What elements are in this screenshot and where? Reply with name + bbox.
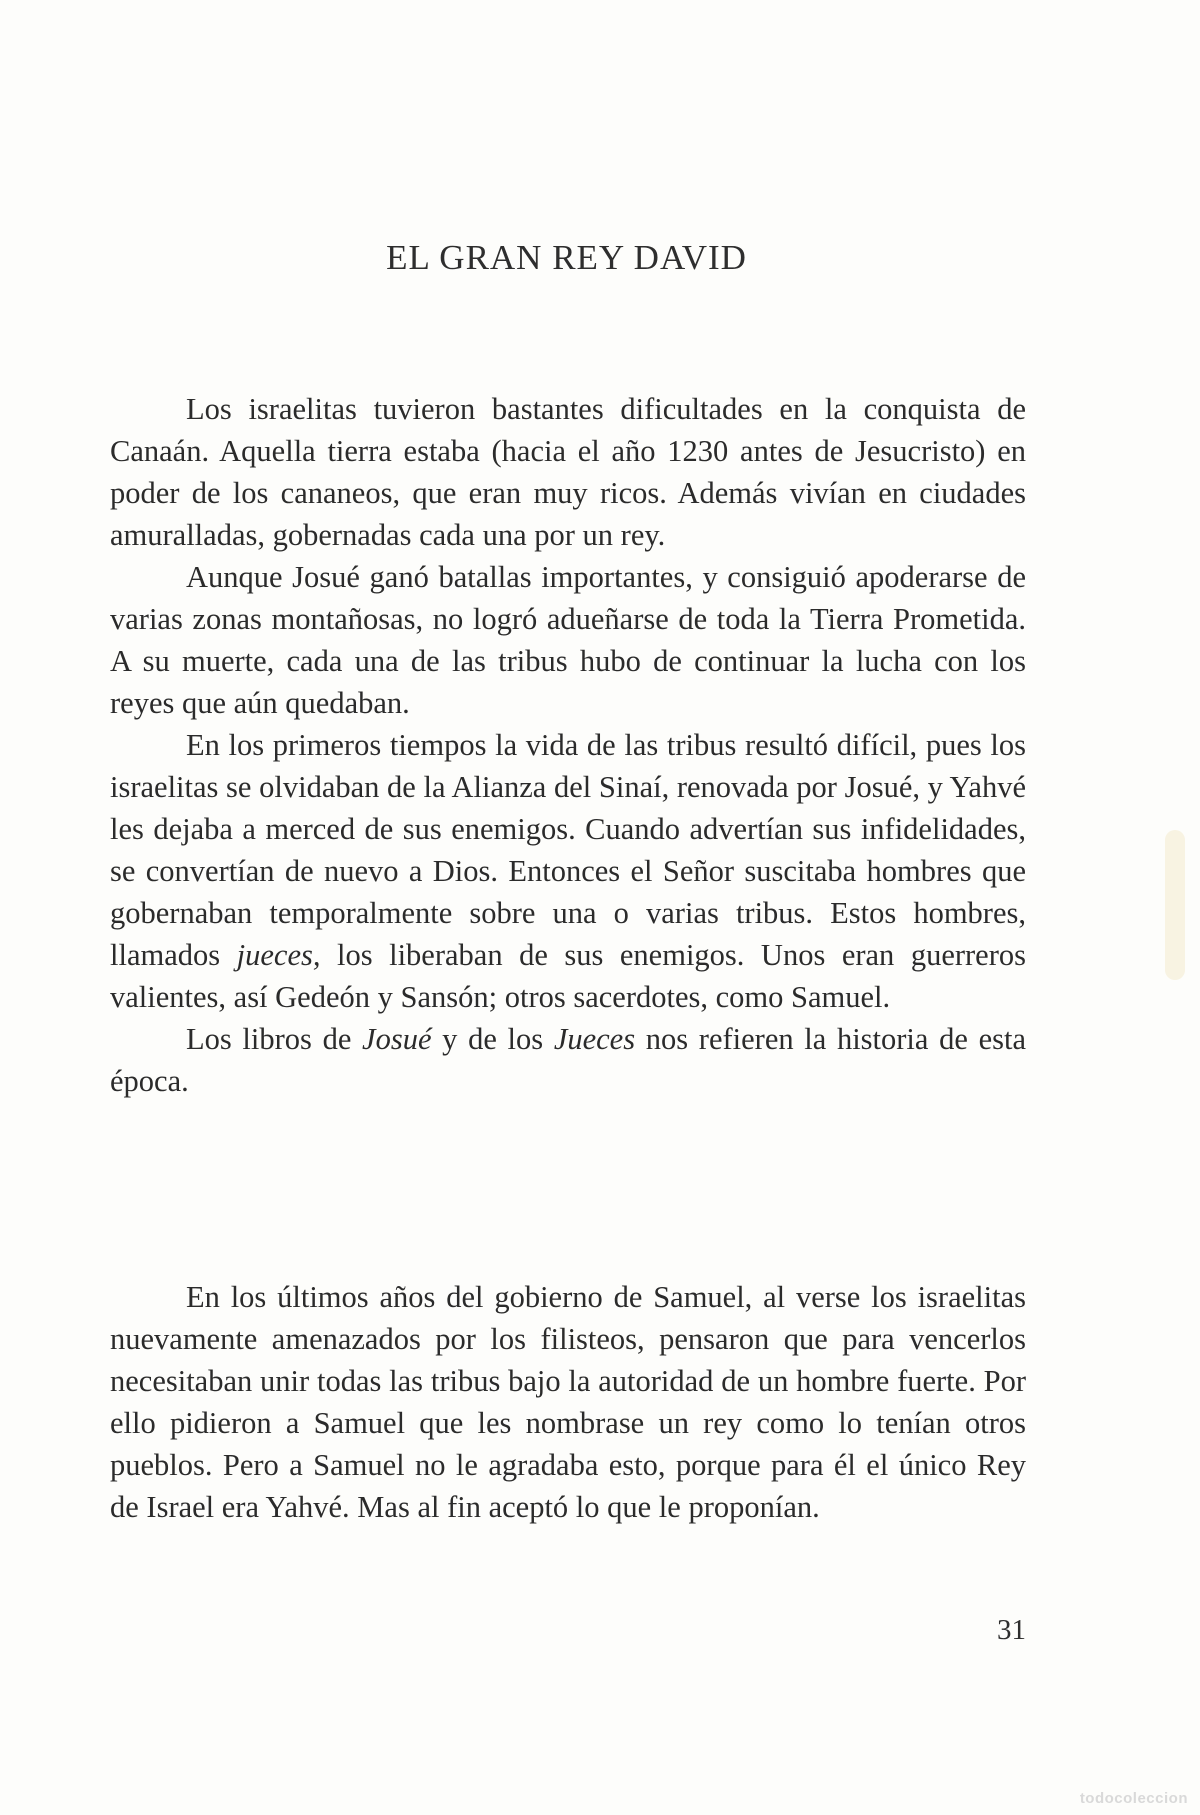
paragraph: Aunque Josué ganó batallas importantes, y consiguió apoderarse de varias zonas montañosas, no logró adueñarse de toda la Tierra Prometida. A su muerte, cada una de las tribus hubo de continuar la lucha con los reyes que aún quedaban. <box>110 560 1026 720</box>
paragraph <box>110 724 1026 1018</box>
chapter-title: EL GRAN REY DAVID <box>386 238 747 277</box>
text-run: En los primeros tiempos la vida de las tribus resultó difícil, pues los israelitas se olvidaban de la Alianza del Sinaí, renovada por Josué, y Yahvé les dejaba a merced de sus enemigos. Cuando advertían sus infidelidades, se convertían de nuevo a Dios. Entonces el Señor suscitaba hombres que gobernaban temporalmente sobre una o varias tribus. Estos hombres, llamados <box>110 728 1026 972</box>
text-run: y de los <box>431 1022 554 1056</box>
italic-book-title: Jueces <box>553 1022 636 1056</box>
paragraph: En los últimos años del gobierno de Samuel, al verse los israelitas nuevamente amenazados por los filisteos, pensaron que para vencerlos necesitaban unir todas las tribus bajo la autoridad de un hombre fuerte. Por ello pidieron a Samuel que les nombrase un rey como lo tenían otros pueblos. Pero a Samuel no le agradaba esto, porque para él el único Rey de Israel era Yahvé. Mas al fin aceptó lo que le proponían. <box>110 1280 1026 1524</box>
text-run: los liberaban de sus enemigos. Unos eran guerreros valientes, así Gedeón y Sansón; otros sacerdotes, como Samuel. <box>110 938 1026 1014</box>
paragraph: Los israelitas tuvieron bastantes dificultades en la conquista de Canaán. Aquella tierra estaba (hacia el año 1230 antes de Jesucristo) en poder de los cananeos, que eran muy ricos. Además vivían en ciudades amuralladas, gobernadas cada una por un rey. <box>110 392 1026 552</box>
text-run: Los libros de <box>186 1022 363 1056</box>
italic-book-title: Josué <box>362 1022 432 1056</box>
italic-term: jueces, <box>236 938 321 972</box>
page-number: 31 <box>997 1614 1026 1646</box>
paragraph <box>110 1018 1026 1102</box>
paper-stain <box>1165 830 1185 980</box>
text-run: nos refieren la historia de esta época. <box>110 1022 1026 1098</box>
text-section-2 <box>110 1276 1026 1528</box>
text-section-1 <box>110 388 1026 1102</box>
watermark-logo: todocoleccion <box>1079 1790 1188 1807</box>
